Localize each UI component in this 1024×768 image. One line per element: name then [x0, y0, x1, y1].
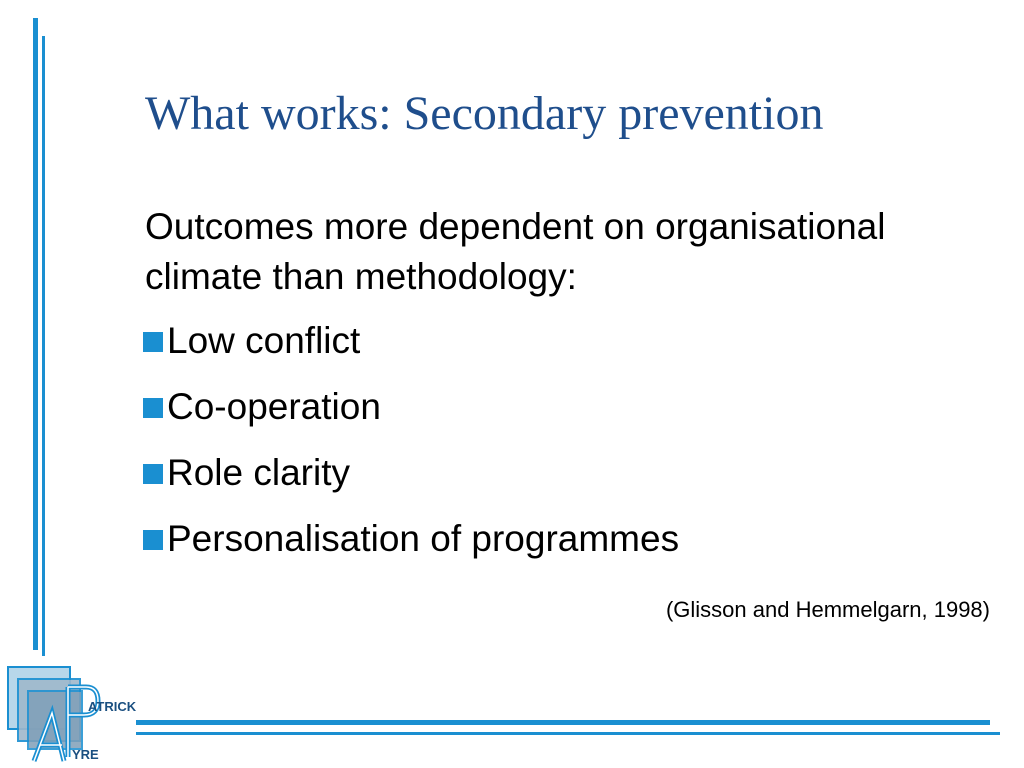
square-bullet-icon [143, 464, 163, 484]
pa-monogram-icon [6, 665, 138, 765]
slide-title: What works: Secondary prevention [145, 87, 824, 140]
logo-text-line2: YRE [72, 747, 99, 762]
square-bullet-icon [143, 332, 163, 352]
left-accent-bar-inner [42, 36, 45, 656]
bottom-accent-bar-lower [136, 732, 1000, 735]
slide-body [145, 202, 1005, 559]
logo-text-line1: ATRICK [88, 699, 137, 714]
bullet-item [143, 448, 679, 514]
left-accent-bar-outer [33, 18, 38, 650]
square-bullet-icon [143, 530, 163, 550]
bullet-item [143, 514, 679, 580]
bullet-text: Role clarity [167, 452, 350, 493]
bullet-text: Co-operation [167, 386, 381, 427]
bullet-item [143, 316, 679, 382]
intro-text: Outcomes more dependent on organisational climate than methodology: [145, 206, 886, 297]
bullet-text: Low conflict [167, 320, 361, 361]
bottom-accent-bar-upper [136, 720, 990, 725]
bullet-item [143, 382, 679, 448]
bullet-list [143, 316, 679, 580]
citation: (Glisson and Hemmelgarn, 1998) [665, 597, 990, 622]
square-bullet-icon [143, 398, 163, 418]
bullet-text: Personalisation of programmes [167, 518, 680, 559]
